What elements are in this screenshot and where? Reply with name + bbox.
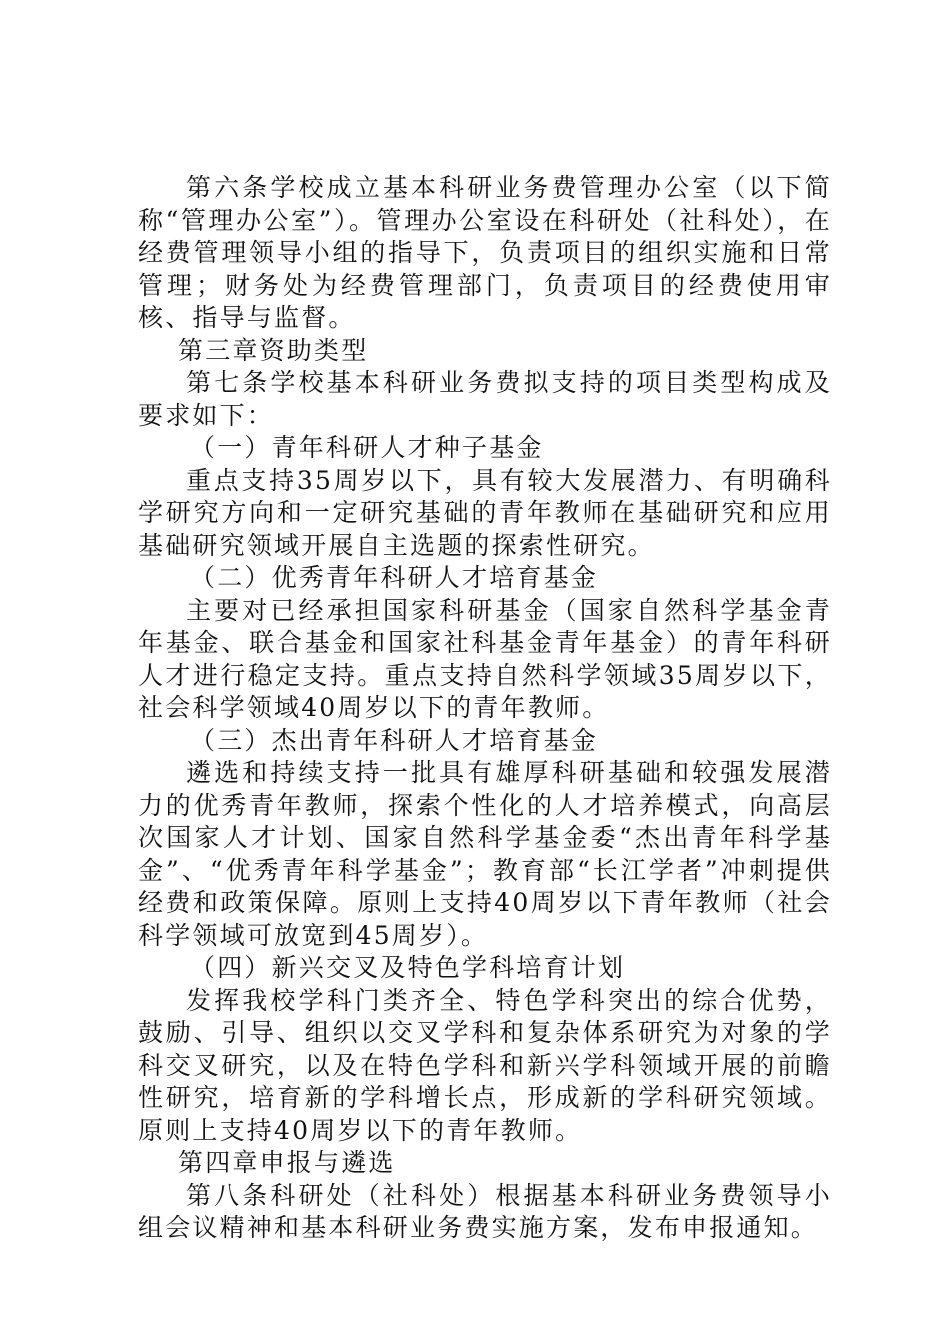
article-6-paragraph: 第六条学校成立基本科研业务费管理办公室（以下简称“管理办公室”）。管理办公室设在科研处（社科处），在经费管理领导小组的指导下，负责项目的组织实施和日常管理；财务处为经费管理部门，负责项目的经费使用审核、指导与监督。 bbox=[138, 173, 832, 332]
chapter-4-heading: 第四章申报与遴选 bbox=[178, 1148, 396, 1177]
item-1-heading: （一）青年科研人才种子基金 bbox=[190, 433, 544, 462]
chapter-3-heading: 第三章资助类型 bbox=[178, 335, 369, 365]
item-4-heading: （四）新兴交叉及特色学科培育计划 bbox=[190, 953, 626, 982]
item-1-paragraph: 重点支持35周岁以下，具有较大发展潜力、有明确科学研究方向和一定研究基础的青年教师在基础研究和应用基础研究领域开展自主选题的探索性研究。 bbox=[138, 465, 832, 560]
article-7-paragraph: 第七条学校基本科研业务费拟支持的项目类型构成及要求如下： bbox=[138, 368, 832, 430]
document-body bbox=[138, 172, 832, 1245]
item-2-heading: （二）优秀青年科研人才培育基金 bbox=[190, 563, 599, 592]
item-2-paragraph: 主要对已经承担国家科研基金（国家自然科学基金青年基金、联合基金和国家社科基金青年基金）的青年科研人才进行稳定支持。重点支持自然科学领域35周岁以下，社会科学领域40周岁以下的青年教师。 bbox=[138, 595, 832, 722]
item-4-paragraph: 发挥我校学科门类齐全、特色学科突出的综合优势，鼓励、引导、组织以交叉学科和复杂体系研究为对象的学科交叉研究，以及在特色学科和新兴学科领域开展的前瞻性研究，培育新的学科增长点，形成新的学科研究领域。原则上支持40周岁以下的青年教师。 bbox=[138, 985, 832, 1145]
item-3-heading: （三）杰出青年科研人才培育基金 bbox=[190, 725, 599, 755]
article-8-paragraph: 第八条科研处（社科处）根据基本科研业务费领导小组会议精神和基本科研业务费实施方案，发布申报通知。 bbox=[138, 1180, 832, 1242]
item-3-paragraph: 遴选和持续支持一批具有雄厚科研基础和较强发展潜力的优秀青年教师，探索个性化的人才培养模式，向高层次国家人才计划、国家自然科学基金委“杰出青年科学基金”、“优秀青年科学基金”；教育部“长江学者”冲刺提供经费和政策保障。原则上支持40周岁以下青年教师（社会科学领域可放宽到45周岁）。 bbox=[138, 758, 832, 950]
